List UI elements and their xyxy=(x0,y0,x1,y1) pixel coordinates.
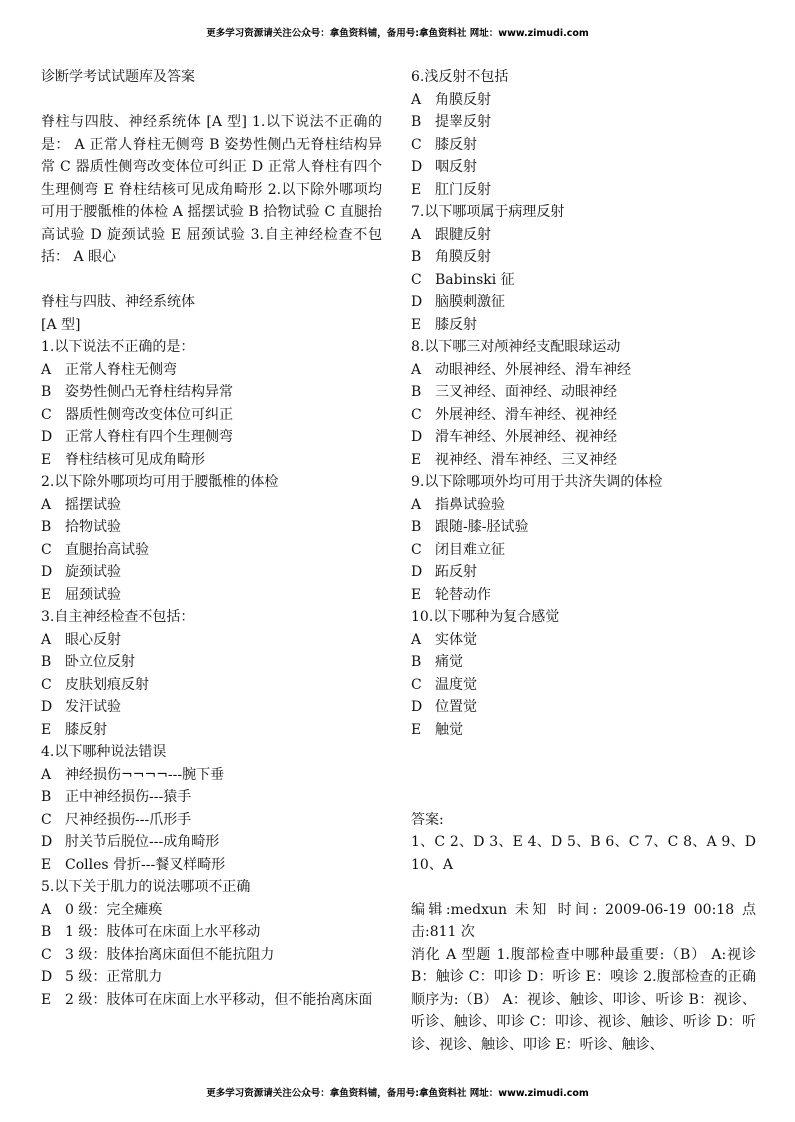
answer-option xyxy=(411,246,756,269)
option-text: 摇摆试验 xyxy=(65,496,121,513)
option-text: 脑膜刺激征 xyxy=(435,294,505,310)
answer-option xyxy=(411,719,756,742)
answer-option xyxy=(41,696,382,719)
answer-option xyxy=(41,404,382,427)
option-text: 眼心反射 xyxy=(65,631,121,648)
option-letter: A xyxy=(411,496,422,513)
answer-option xyxy=(411,561,756,584)
answer-option xyxy=(411,674,756,697)
option-text: 角膜反射 xyxy=(435,249,491,265)
option-letter: A xyxy=(41,901,52,918)
option-text: 尺神经损伤---爪形手 xyxy=(65,811,192,828)
answer-option xyxy=(411,291,756,314)
option-letter: B xyxy=(41,519,52,535)
answer-option xyxy=(411,651,756,674)
option-text: 拾物试验 xyxy=(65,519,121,535)
option-text: 发汗试验 xyxy=(65,699,121,715)
option-letter: E xyxy=(41,451,52,468)
option-letter: D xyxy=(411,294,423,310)
answer-option xyxy=(41,944,382,967)
option-text: 视神经、滑车神经、三叉神经 xyxy=(435,451,617,468)
answer-option xyxy=(411,696,756,719)
answer-option xyxy=(411,494,756,517)
option-text: 温度觉 xyxy=(435,676,477,693)
option-text: 跖反射 xyxy=(435,564,477,580)
header-banner: 更多学习资源请关注公众号：拿鱼资料铺，备用号:拿鱼资料社 网址：www.zimudi.com xyxy=(206,28,589,39)
answer-option xyxy=(411,449,756,472)
answer-option xyxy=(411,179,756,202)
option-letter: B xyxy=(41,384,52,400)
option-letter: A xyxy=(411,361,422,378)
answer-option xyxy=(411,584,756,607)
option-text: 外展神经、滑车神经、视神经 xyxy=(435,406,617,423)
answer-option xyxy=(41,381,382,404)
option-letter: E xyxy=(41,991,52,1008)
option-letter: D xyxy=(411,429,423,445)
option-letter: D xyxy=(41,429,53,445)
option-text: 触觉 xyxy=(435,721,463,738)
doc-title: 诊断学考试试题库及答案 xyxy=(41,69,195,85)
option-text: 膝反射 xyxy=(435,316,477,333)
answer-option xyxy=(411,314,756,337)
option-letter: C xyxy=(411,271,422,288)
answer-option xyxy=(41,719,382,742)
option-text: 神经损伤¬¬¬¬---腕下垂 xyxy=(65,766,225,783)
option-letter: C xyxy=(411,406,422,423)
option-text: 正常人脊柱无侧弯 xyxy=(65,361,177,378)
question-stem: 10.以下哪种为复合感觉 xyxy=(411,609,560,625)
section-type: [A 型] xyxy=(41,316,81,333)
answer-option xyxy=(41,966,382,989)
answer-option xyxy=(411,381,756,404)
option-text: 痛觉 xyxy=(435,654,463,670)
question-stem: 3.自主神经检查不包括： xyxy=(41,609,195,625)
option-text: 位置觉 xyxy=(435,699,477,715)
answer-option xyxy=(41,921,382,944)
digestion-paragraph: 消化 A 型题 1.腹部检查中哪种最重要:（B） A:视诊 B：触诊 C：叩诊 D：听诊 E：嗅诊 2.腹部检查的正确顺序为:（B） A：视诊、触诊、叩诊、听诊 B：视诊、听诊、触诊、叩诊 C：叩诊、视诊、触诊、听诊 D：听诊、视诊、触诊、叩诊 E：听诊、触诊、 xyxy=(411,946,756,1053)
answer-option xyxy=(411,156,756,179)
option-letter: B xyxy=(411,114,422,130)
answer-key: 1、C 2、D 3、E 4、D 5、B 6、C 7、C 8、A 9、D 10、A xyxy=(411,834,756,873)
option-letter: E xyxy=(411,451,422,468)
footer-banner: 更多学习资源请关注公众号：拿鱼资料铺，备用号:拿鱼资料社 网址：www.zimudi.com xyxy=(206,1088,589,1099)
option-letter: B xyxy=(41,789,52,805)
option-letter: D xyxy=(411,699,423,715)
question-stem: 6.浅反射不包括 xyxy=(411,69,509,85)
option-text: 1 级：肢体可在床面上水平移动 xyxy=(65,924,261,940)
answer-option xyxy=(41,989,382,1012)
option-text: 旋颈试验 xyxy=(65,564,121,580)
option-text: 5 级：正常肌力 xyxy=(65,969,163,985)
option-text: 膝反射 xyxy=(65,721,107,738)
option-text: 3 级：肢体抬离床面但不能抗阻力 xyxy=(65,946,275,963)
answer-option xyxy=(411,89,756,112)
option-letter: C xyxy=(411,541,422,558)
question-stem: 1.以下说法不正确的是： xyxy=(41,339,195,355)
option-text: 2 级：肢体可在床面上水平移动，但不能抬离床面 xyxy=(65,991,373,1008)
option-letter: B xyxy=(41,924,52,940)
option-text: 提睾反射 xyxy=(435,114,491,130)
option-letter: E xyxy=(411,721,422,738)
answer-option xyxy=(41,899,382,922)
option-text: 实体觉 xyxy=(435,631,477,648)
answer-option xyxy=(41,516,382,539)
option-letter: E xyxy=(411,181,422,198)
option-letter: A xyxy=(41,631,52,648)
option-letter: A xyxy=(41,361,52,378)
answer-option xyxy=(41,786,382,809)
option-text: 卧立位反射 xyxy=(65,654,135,670)
option-letter: C xyxy=(41,946,52,963)
right-column xyxy=(411,66,756,1056)
option-letter: C xyxy=(411,136,422,153)
answer-option xyxy=(41,539,382,562)
option-letter: D xyxy=(41,834,53,850)
option-letter: D xyxy=(41,564,53,580)
option-letter: B xyxy=(411,654,422,670)
option-letter: C xyxy=(41,676,52,693)
option-letter: C xyxy=(41,406,52,423)
option-letter: A xyxy=(411,631,422,648)
option-text: 直腿抬高试验 xyxy=(65,541,149,558)
answer-option xyxy=(411,404,756,427)
option-letter: B xyxy=(411,519,422,535)
question-stem: 4.以下哪种说法错误 xyxy=(41,744,167,760)
question-stem: 8.以下哪三对颅神经支配眼球运动 xyxy=(411,339,621,355)
option-letter: E xyxy=(411,586,422,603)
question-stem: 5.以下关于肌力的说法哪项不正确 xyxy=(41,879,251,895)
answer-option xyxy=(41,494,382,517)
option-letter: D xyxy=(411,564,423,580)
answer-option xyxy=(411,134,756,157)
option-text: 姿势性侧凸无脊柱结构异常 xyxy=(65,384,233,400)
answer-option xyxy=(41,359,382,382)
answer-option xyxy=(41,674,382,697)
question-stem: 9.以下除哪项外均可用于共济失调的体检 xyxy=(411,474,663,490)
option-letter: B xyxy=(411,384,422,400)
option-text: 指鼻试验验 xyxy=(435,496,505,513)
answer-option xyxy=(411,269,756,292)
option-letter: D xyxy=(41,969,53,985)
option-letter: E xyxy=(41,721,52,738)
answer-option xyxy=(41,854,382,877)
option-text: Colles 骨折---餐叉样畸形 xyxy=(65,856,226,873)
option-text: 跟随-膝-胫试验 xyxy=(435,519,529,535)
answer-option xyxy=(411,539,756,562)
intro-paragraph: 脊柱与四肢、神经系统体 [A 型] 1.以下说法不正确的是： A 正常人脊柱无侧弯 B 姿势性侧凸无脊柱结构异常 C 器质性侧弯改变体位可纠正 D 正常人脊柱有四个生理侧弯 E 脊柱结核可见成角畸形 2.以下除外哪项均可用于腰骶椎的体检 A 摇摆试验 B 拾物试验 C 直腿抬高试验 D 旋颈试验 E 屈颈试验 3.自主神经检查不包括： A 眼心 xyxy=(41,114,382,265)
answer-option xyxy=(41,629,382,652)
option-text: 三叉神经、面神经、动眼神经 xyxy=(435,384,617,400)
option-letter: E xyxy=(41,586,52,603)
option-letter: C xyxy=(411,676,422,693)
option-letter: A xyxy=(411,91,422,108)
section-title: 脊柱与四肢、神经系统体 xyxy=(41,294,195,310)
option-text: 动眼神经、外展神经、滑车神经 xyxy=(435,361,631,378)
option-text: 闭目难立征 xyxy=(435,541,505,558)
edit-info: 编辑:medxun 未知 时间: 2009-06-19 00:18 点击:811 次 xyxy=(411,901,756,940)
answer-option xyxy=(41,831,382,854)
option-letter: C xyxy=(41,811,52,828)
option-text: 滑车神经、外展神经、视神经 xyxy=(435,429,617,445)
question-stem: 7.以下哪项属于病理反射 xyxy=(411,204,565,220)
option-text: 咽反射 xyxy=(435,159,477,175)
left-column xyxy=(41,66,382,1011)
option-text: 屈颈试验 xyxy=(65,586,121,603)
answer-option xyxy=(41,651,382,674)
option-letter: B xyxy=(41,654,52,670)
option-letter: A xyxy=(411,226,422,243)
option-letter: A xyxy=(41,496,52,513)
answer-option xyxy=(411,426,756,449)
right-question-list xyxy=(411,66,756,741)
option-letter: C xyxy=(41,541,52,558)
answer-option xyxy=(41,584,382,607)
option-text: 肘关节后脱位---成角畸形 xyxy=(65,834,220,850)
option-text: 皮肤划痕反射 xyxy=(65,676,149,693)
option-text: 0 级：完全瘫痪 xyxy=(65,901,163,918)
option-text: 正中神经损伤---猿手 xyxy=(65,789,192,805)
option-text: 肛门反射 xyxy=(435,181,491,198)
answer-option xyxy=(411,516,756,539)
answer-option xyxy=(411,111,756,134)
option-text: 跟腱反射 xyxy=(435,226,491,243)
answer-option xyxy=(41,764,382,787)
left-question-list xyxy=(41,336,382,1011)
option-letter: E xyxy=(411,316,422,333)
option-text: 正常人脊柱有四个生理侧弯 xyxy=(65,429,233,445)
option-text: 脊柱结核可见成角畸形 xyxy=(65,451,205,468)
option-letter: E xyxy=(41,856,52,873)
question-stem: 2.以下除外哪项均可用于腰骶椎的体检 xyxy=(41,474,279,490)
option-text: Babinski 征 xyxy=(435,271,515,288)
option-letter: A xyxy=(41,766,52,783)
option-letter: D xyxy=(41,699,53,715)
answer-option xyxy=(411,224,756,247)
answer-option xyxy=(41,561,382,584)
option-text: 角膜反射 xyxy=(435,91,491,108)
option-text: 器质性侧弯改变体位可纠正 xyxy=(65,406,233,423)
answer-option xyxy=(411,629,756,652)
option-text: 膝反射 xyxy=(435,136,477,153)
option-text: 轮替动作 xyxy=(435,586,491,603)
answer-option xyxy=(41,449,382,472)
answer-option xyxy=(41,809,382,832)
option-letter: B xyxy=(411,249,422,265)
option-letter: D xyxy=(411,159,423,175)
answer-option xyxy=(41,426,382,449)
answer-option xyxy=(411,359,756,382)
answer-label: 答案: xyxy=(411,811,444,828)
